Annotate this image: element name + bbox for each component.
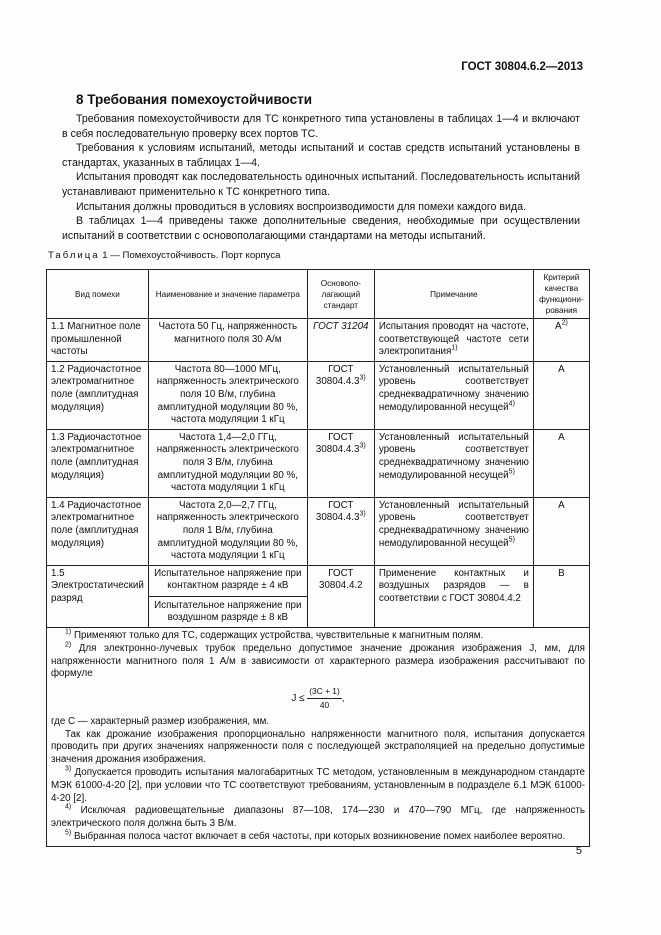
footnote-ref: 5) [508, 468, 515, 476]
table-row [47, 429, 590, 497]
cell-param: Частота 50 Гц, напряженность магнитного поля 30 А/м [148, 319, 307, 362]
std-value: ГОСТ 30804.4.3 [315, 363, 360, 388]
cell-type: 1.5 Электростатический разряд [47, 565, 149, 627]
body-text [62, 112, 580, 243]
formula [51, 685, 585, 712]
footnote-text: Для электронно-лучевых трубок предельно допустимое значение дрожания изображения J, мм, для напряженности магнитного поля 1 А/м в зависимости от характерного размера изображения рассчитывают по формуле [51, 642, 585, 680]
table-caption [48, 250, 281, 261]
footnote [51, 643, 585, 681]
cell-note [374, 361, 533, 429]
footnote-ref: 1) [451, 344, 458, 352]
cell-note: Применение контактных и воздушных разрядов — в соответствии с ГОСТ 30804.4.2 [374, 565, 533, 627]
footnote-text: Исключая радиовещательные диапазоны 87—108, 174—230 и 470—790 МГц, где напряженность электрического поля должна быть 3 В/м. [51, 805, 585, 830]
note-text: Установленный испытательный уровень соответствует среднеквадратичному значению немодулированной несущей [378, 363, 529, 413]
footnote-mark: 1) [65, 628, 72, 636]
footnote [51, 630, 585, 643]
table-row [47, 361, 590, 429]
crit-value: А [555, 321, 562, 332]
footnote [51, 805, 585, 831]
footnote-text: Применяют только для ТС, содержащих устройства, чувствительные к магнитным полям. [73, 630, 484, 642]
cell-type: 1.1 Магнитное поле промышленной частоты [47, 319, 149, 362]
footnote-ref: 3) [359, 375, 366, 383]
table-row [47, 319, 590, 362]
footnote-ref: 3) [359, 511, 366, 519]
header-std: Основопо-лагающий стандарт [307, 270, 374, 319]
std-value: ГОСТ 30804.4.3 [315, 431, 360, 456]
cell-type: 1.2 Радиочастотное электромагнитное поле (амплитудная модуляция) [47, 361, 149, 429]
footnote-mark: 3) [65, 765, 72, 773]
footnote-mark: 5) [65, 829, 72, 837]
cell-crit: В [533, 565, 589, 627]
footnote-ref: 3) [359, 443, 366, 451]
table-caption-word: Таблица [48, 250, 100, 261]
cell-crit: А [533, 361, 589, 429]
param-contact: Испытательное напряжение при контактном разряде ± 4 кВ [149, 566, 307, 597]
param-air: Испытательное напряжение при воздушном разряде ± 8 кВ [154, 599, 302, 624]
cell-std: ГОСТ 30804.4.2 [307, 565, 374, 627]
section-title: 8 Требования помехоустойчивости [76, 92, 313, 107]
paragraph: Испытания должны проводиться в условиях воспроизводимости для помехи каждого вида. [76, 200, 526, 213]
footnote-mark: 4) [65, 804, 72, 812]
formula-fraction [307, 685, 342, 712]
cell-note [374, 429, 533, 497]
footnote-extra: Так как дрожание изображения пропорционально напряженности магнитного поля, испытания допускается проводить при других значениях напряженности поля с последующей экстраполяцией на предельно допустимые значения дрожания изображения. [51, 728, 585, 766]
formula-numerator: (3C + 1) [307, 685, 342, 699]
footnote [51, 831, 585, 844]
header-param: Наименование и значение параметра [148, 270, 307, 319]
footnote-ref: 4) [508, 400, 515, 408]
formula-lhs: J ≤ [291, 693, 305, 705]
cell-param: Частота 80—1000 МГц, напряженность электрического поля 10 В/м, глубина амплитудной модуляции 80 %, частота модуляции 1 кГц [148, 361, 307, 429]
cell-note [374, 497, 533, 565]
header-note: Примечание [374, 270, 533, 319]
cell-crit: А [533, 497, 589, 565]
requirements-table [46, 269, 590, 847]
note-text: Установленный испытательный уровень соответствует среднеквадратичному значению немодулированной несущей [378, 431, 529, 481]
cell-type: 1.3 Радиочастотное электромагнитное поле (амплитудная модуляция) [47, 429, 149, 497]
note-text: Испытания проводят на частоте, соответствующей частоте сети электропитания [378, 321, 529, 358]
footnote-ref: 5) [508, 536, 515, 544]
paragraph: Требования помехоустойчивости для ТС конкретного типа установлены в таблицах 1—4 и включают в себя последовательную проверку всех портов ТС. [62, 113, 580, 140]
formula-denominator: 40 [319, 700, 330, 711]
footnote-text: Выбранная полоса частот включает в себя частоты, при которых возникновение помех наиболее вероятно. [73, 831, 566, 843]
cell-std [307, 497, 374, 565]
page-number: 5 [575, 845, 582, 857]
footnote-where: где С — характерный размер изображения, мм. [51, 715, 270, 727]
header-crit: Критерий качества функциони-рования [533, 270, 589, 319]
footnote-mark: 2) [65, 641, 72, 649]
cell-crit: А [533, 429, 589, 497]
paragraph: Требования к условиям испытаний, методы испытаний и состав средств испытаний установлены в стандартах, указанных в таблицах 1—4. [62, 142, 580, 169]
footnote-ref: 2) [561, 319, 568, 327]
std-value: ГОСТ 30804.4.3 [315, 499, 360, 524]
table-row [47, 497, 590, 565]
std-value: ГОСТ 31204 [313, 321, 369, 332]
cell-std [307, 319, 374, 362]
cell-note [374, 319, 533, 362]
table-notes-row [47, 628, 590, 847]
cell-type: 1.4 Радиочастотное электромагнитное поле (амплитудная модуляция) [47, 497, 149, 565]
paragraph: Испытания проводят как последовательность одиночных испытаний. Последовательность испытаний устанавливают применительно к ТС конкретного типа. [62, 171, 580, 198]
table-caption-text: 1 — Помехоустойчивость. Порт корпуса [102, 250, 281, 261]
footnote [51, 767, 585, 805]
cell-param: Частота 2,0—2,7 ГГц, напряженность электрического поля 1 В/м, глубина амплитудной модуляции 80 %, частота модуляции 1 кГц [148, 497, 307, 565]
table-header-row [47, 270, 590, 319]
cell-crit [533, 319, 589, 362]
formula-end: , [341, 693, 345, 705]
note-text: Установленный испытательный уровень соответствует среднеквадратичному значению немодулированной несущей [378, 499, 529, 549]
paragraph: В таблицах 1—4 приведены также дополнительные сведения, необходимые при осуществлении испытаний в соответствии с основополагающими стандартами на методы испытаний. [62, 215, 580, 242]
cell-param [148, 565, 307, 627]
cell-param: Частота 1,4—2,0 ГГц, напряженность электрического поля 3 В/м, глубина амплитудной модуляции 80 %, частота модуляции 1 кГц [148, 429, 307, 497]
header-type: Вид помехи [47, 270, 149, 319]
footnote-text: Допускается проводить испытания малогабаритных ТС методом, установленным в международном стандарте МЭК 61000-4-20 [2], при условии что ТС соответствуют требованиям, установленным в подразделе 6.1 МЭК 61000-4-20 [2]. [51, 767, 585, 804]
cell-std [307, 361, 374, 429]
cell-std [307, 429, 374, 497]
document-id: ГОСТ 30804.6.2—2013 [461, 61, 583, 73]
table-row [47, 565, 590, 627]
table-notes [47, 628, 590, 847]
